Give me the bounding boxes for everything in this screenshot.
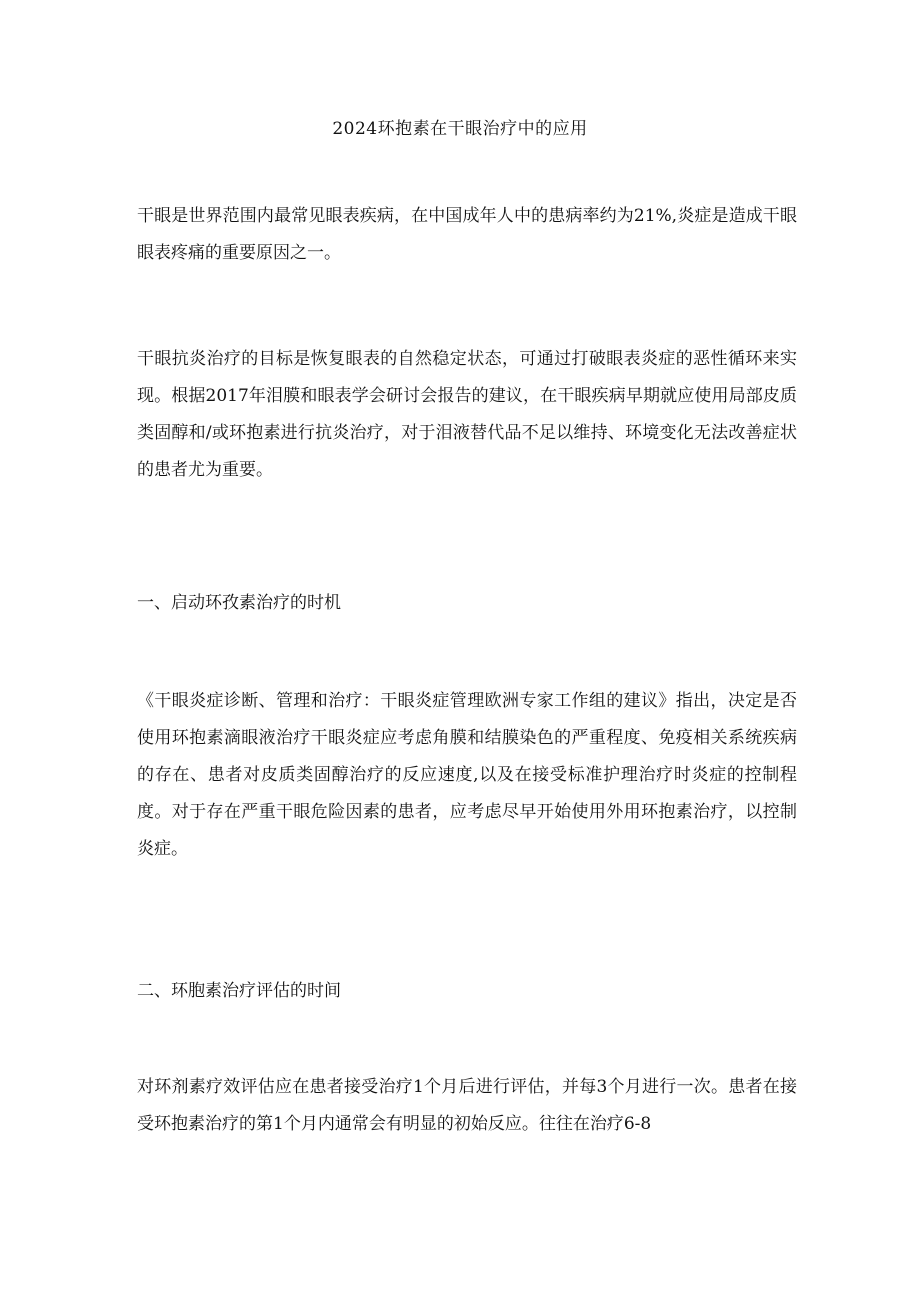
section-heading-2: 二、环胞素治疗评估的时间 bbox=[137, 981, 341, 1001]
paragraph-evaluation-timing: 对环剂素疗效评估应在患者接受治疗1个月后进行评估，并每3个月进行一次。患者在接受环抱素治疗的第1个月内通常会有明显的初始反应。往往在治疗6-8 bbox=[137, 1077, 797, 1134]
paragraph-anti-inflammatory-goal: 干眼抗炎治疗的目标是恢复眼表的自然稳定状态，可通过打破眼表炎症的恶性循环来实现。根据2017年泪膜和眼表学会研讨会报告的建议，在干眼疾病早期就应使用局部皮质类固醇和/或环抱素进行抗炎治疗，对于泪液替代品不足以维持、环境变化无法改善症状的患者尤为重要。 bbox=[137, 349, 797, 480]
document-title: 2024环抱素在干眼治疗中的应用 bbox=[332, 119, 588, 139]
paragraph-intro: 干眼是世界范围内最常见眼表疾病，在中国成年人中的患病率约为21%,炎症是造成干眼眼表疼痛的重要原因之一。 bbox=[137, 206, 797, 263]
section-heading-1: 一、启动环孜素治疗的时机 bbox=[137, 593, 341, 613]
paragraph-guideline: 《干眼炎症诊断、管理和治疗：干眼炎症管理欧洲专家工作组的建议》指出，决定是否使用环抱素滴眼液治疗干眼炎症应考虑角膜和结膜染色的严重程度、免疫相关系统疾病的存在、患者对皮质类固醇治疗的反应速度,以及在接受标准护理治疗时炎症的控制程度。对于存在严重干眼危险因素的患者，应考虑尽早开始使用外用环抱素治疗，以控制炎症。 bbox=[137, 691, 797, 859]
